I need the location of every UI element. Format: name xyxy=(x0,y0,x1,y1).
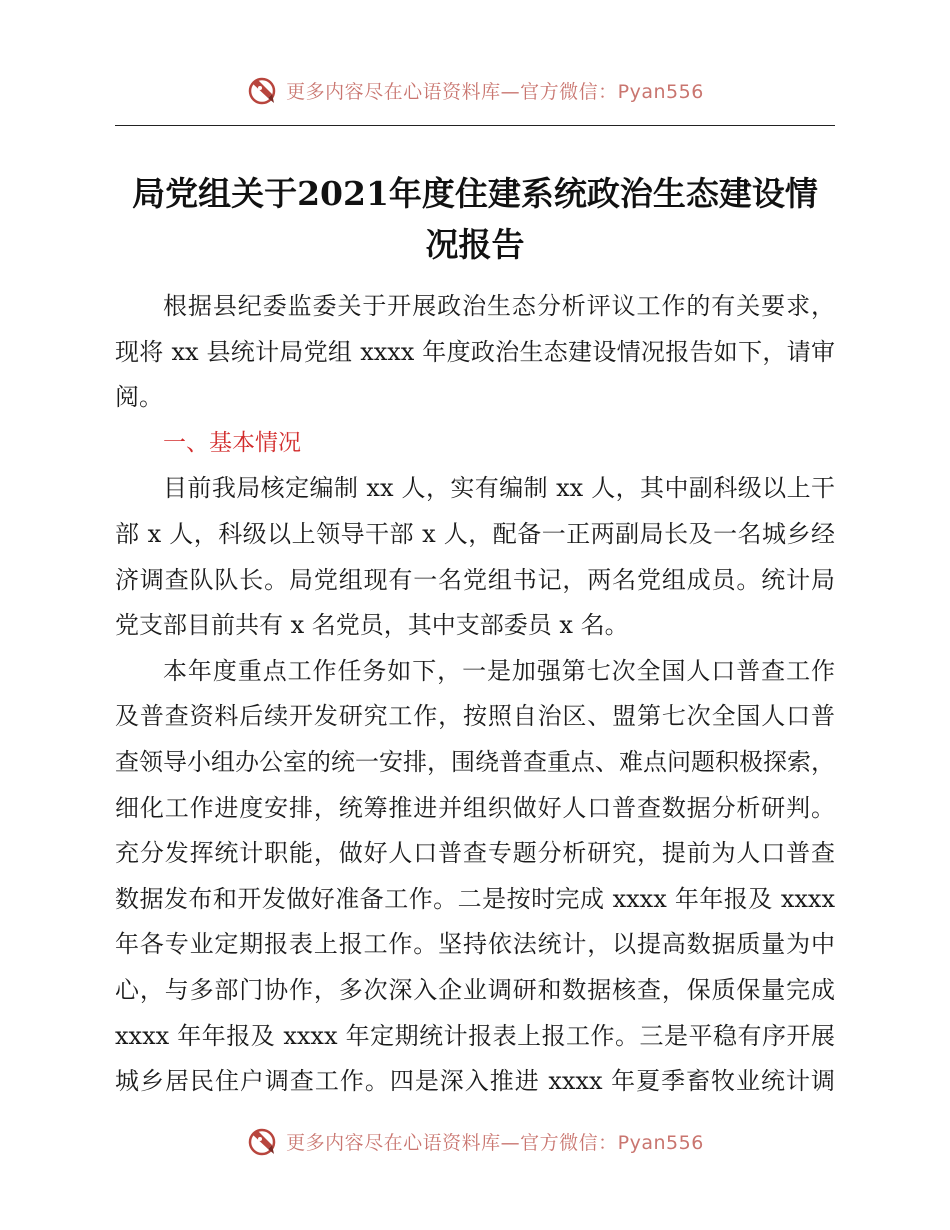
header-divider xyxy=(115,125,835,126)
text-line: 本年度重点工作任务如下，一是加强第七次全国人口普查工作 xyxy=(163,656,835,685)
text-line: 阅。 xyxy=(115,383,163,412)
text-line: 党支部目前共有 x 名党员，其中支部委员 x 名。 xyxy=(115,611,629,640)
watermark-text: 更多内容尽在心语资料库—官方微信：Pyan556 xyxy=(286,1131,704,1154)
text-line: 细化工作进度安排，统筹推进并组织做好人口普查数据分析研判。 xyxy=(115,793,835,822)
section-heading: 一、基本情况 xyxy=(163,429,301,456)
watermark-banner-top xyxy=(0,70,950,110)
text-line: 年各专业定期报表上报工作。坚持依法统计，以提高数据质量为中 xyxy=(115,930,835,959)
text-line: 及普查资料后续开发研究工作，按照自治区、盟第七次全国人口普 xyxy=(115,702,835,731)
text-line: 济调查队队长。局党组现有一名党组书记，两名党组成员。统计局 xyxy=(115,565,835,594)
pen-nib-circle-icon xyxy=(246,74,278,106)
document-title xyxy=(115,168,835,270)
staffing-paragraph xyxy=(115,466,835,648)
title-line: 局党组关于2021年度住建系统政治生态建设情 xyxy=(132,174,818,213)
text-line: 查领导小组办公室的统一安排，围绕普查重点、难点问题积极探索， xyxy=(115,747,835,776)
text-line: 根据县纪委监委关于开展政治生态分析评议工作的有关要求， xyxy=(163,292,835,320)
text-line: 充分发挥统计职能，做好人口普查专题分析研究，提前为人口普查 xyxy=(115,839,835,868)
text-line: 部 x 人，科级以上领导干部 x 人，配备一正两副局长及一名城乡经 xyxy=(115,519,835,548)
document-body xyxy=(115,284,835,1105)
text-line: 现将 xx 县统计局党组 xxxx 年度政治生态建设情况报告如下，请审 xyxy=(115,337,835,366)
text-line: 心，与多部门协作，多次深入企业调研和数据核查，保质保量完成 xyxy=(115,975,835,1004)
text-line: 目前我局核定编制 xx 人，实有编制 xx 人，其中副科级以上干 xyxy=(163,474,835,503)
watermark-text: 更多内容尽在心语资料库—官方微信：Pyan556 xyxy=(286,80,704,103)
pen-nib-circle-icon xyxy=(246,1125,278,1157)
key-tasks-paragraph xyxy=(115,649,835,1105)
text-line: xxxx 年年报及 xxxx 年定期统计报表上报工作。三是平稳有序开展 xyxy=(115,1021,835,1050)
text-line: 城乡居民住户调查工作。四是深入推进 xxxx 年夏季畜牧业统计调 xyxy=(115,1067,835,1096)
watermark-banner-bottom xyxy=(0,1121,950,1161)
title-line: 况报告 xyxy=(425,225,525,264)
text-line: 数据发布和开发做好准备工作。二是按时完成 xxxx 年年报及 xxxx xyxy=(115,884,835,913)
intro-paragraph xyxy=(115,284,835,421)
